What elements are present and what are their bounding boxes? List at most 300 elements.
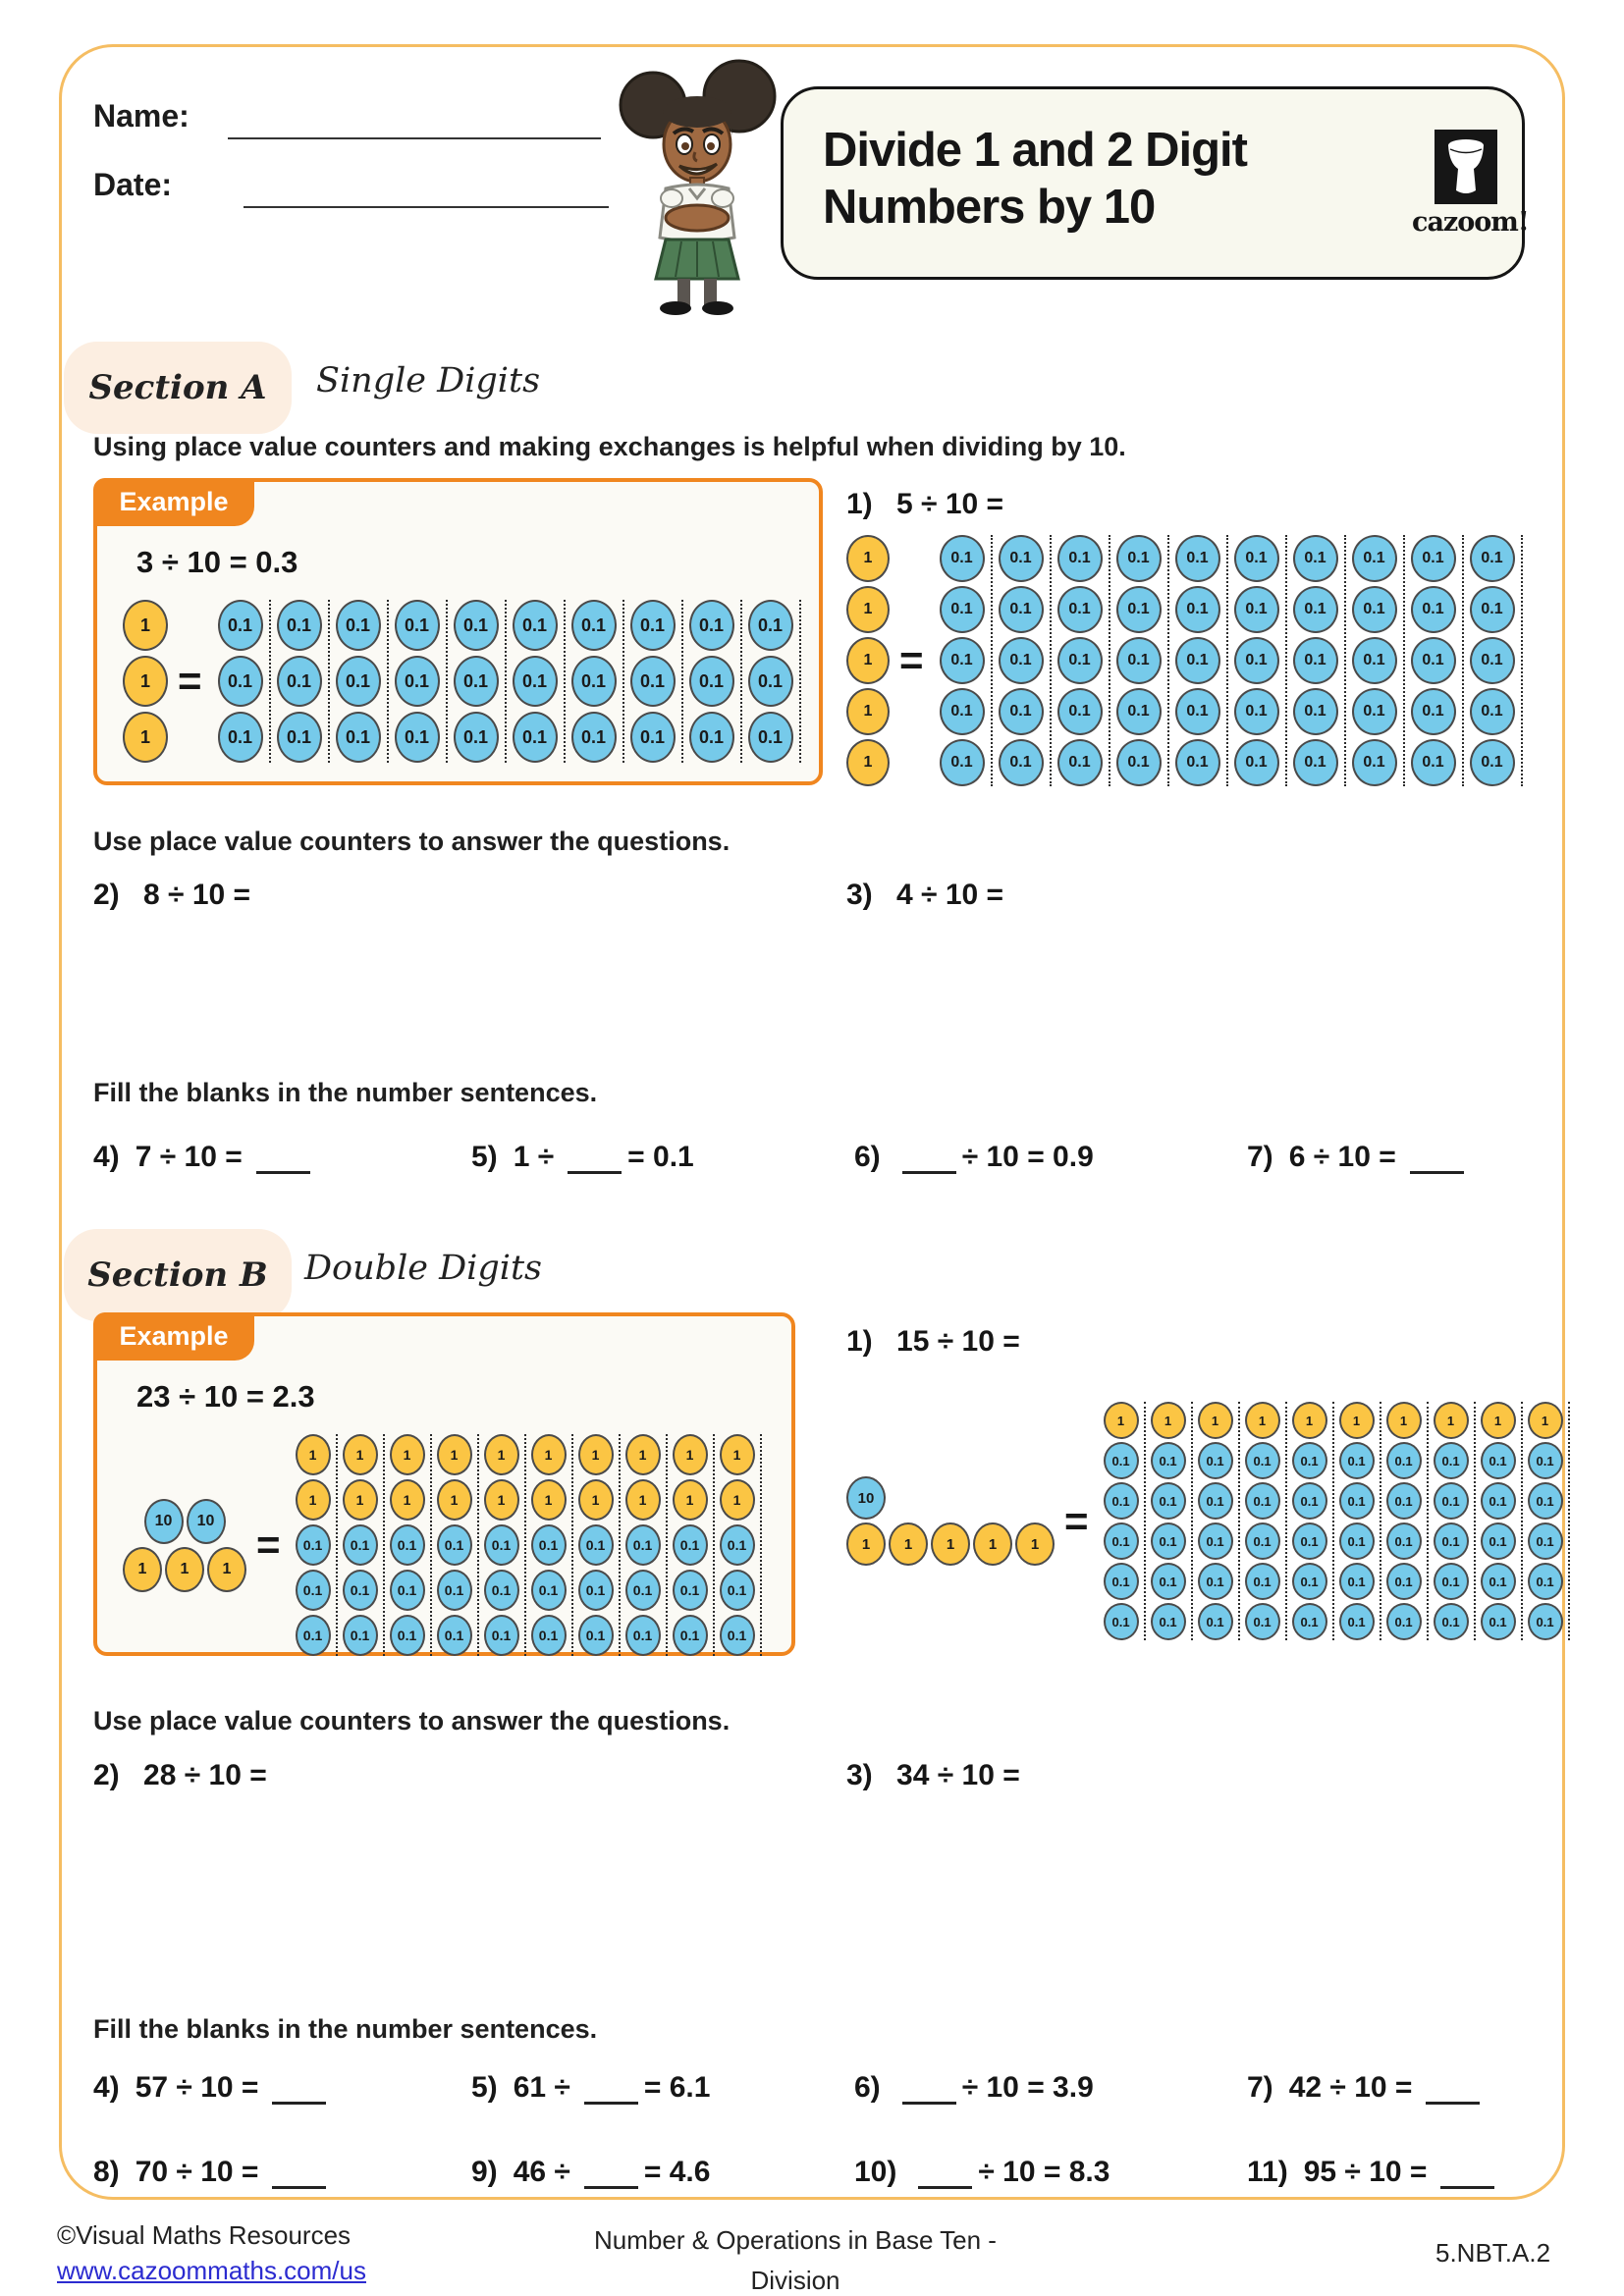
one-counter: 1: [123, 712, 168, 763]
tenth-counter: 0.1: [1470, 688, 1515, 735]
grid-column: [668, 1434, 715, 1656]
tenth-counter: 0.1: [1470, 637, 1515, 684]
grid-column: [212, 600, 271, 763]
tenth-counter: 0.1: [1434, 1522, 1469, 1560]
tenth-counter: 0.1: [673, 1570, 708, 1611]
question-a1-equation: 5 ÷ 10 =: [896, 488, 1004, 520]
one-counter: 1: [1198, 1402, 1233, 1439]
question-b3: [846, 1759, 1020, 1792]
one-counter: 1: [531, 1434, 567, 1475]
tenth-counter: 0.1: [625, 1524, 661, 1566]
tenth-counter: 0.1: [1245, 1522, 1280, 1560]
tenth-counter: 0.1: [1528, 1442, 1563, 1479]
section-a-example-box: [93, 478, 823, 785]
tenth-counter: 0.1: [531, 1615, 567, 1656]
tenth-counter: 0.1: [1245, 1563, 1280, 1600]
tenth-counter: 0.1: [1411, 535, 1456, 582]
one-counter: 1: [846, 1522, 886, 1566]
tenth-counter: 0.1: [1293, 535, 1338, 582]
tenth-counter: 0.1: [454, 656, 499, 707]
tenth-counter: 0.1: [673, 1524, 708, 1566]
grid-column: [1346, 535, 1405, 786]
fill-question: [854, 2156, 1247, 2189]
tenth-counter: 0.1: [1151, 1442, 1186, 1479]
tenth-counter: 0.1: [296, 1615, 331, 1656]
tenth-counter: 0.1: [1386, 1522, 1422, 1560]
tenth-counter: 0.1: [1434, 1442, 1469, 1479]
tenth-counter: 0.1: [1234, 535, 1279, 582]
one-counter: 1: [1386, 1402, 1422, 1439]
fill-question: [471, 2156, 854, 2189]
tenth-counter: 0.1: [999, 688, 1044, 735]
tenth-counter: 0.1: [1293, 739, 1338, 786]
question-b3-number: 3): [846, 1759, 873, 1791]
fill-question-text: 46 ÷: [513, 2156, 570, 2188]
tenth-counter: 0.1: [390, 1570, 425, 1611]
question-b1: [846, 1325, 1020, 1359]
grid-column: [526, 1434, 573, 1656]
grid-column: [566, 600, 624, 763]
question-a3: [846, 879, 1003, 912]
tenth-counter: 0.1: [1481, 1522, 1516, 1560]
left-counter-group: [123, 1499, 246, 1592]
left-counter-group: [123, 600, 168, 763]
section-a-subtitle: Single Digits: [316, 361, 541, 400]
section-b-badge-label: Section B: [87, 1255, 268, 1295]
tenth-counter: 0.1: [1175, 688, 1220, 735]
grid-column: [389, 600, 448, 763]
tenth-counter: 0.1: [1151, 1563, 1186, 1600]
section-a-badge: [64, 342, 292, 434]
ten-counter: 10: [846, 1476, 886, 1520]
ten-counter: 10: [187, 1499, 226, 1544]
name-line: [228, 135, 601, 139]
fill-question: [1247, 2156, 1555, 2189]
tenth-counter: 0.1: [531, 1524, 567, 1566]
one-counter: 1: [123, 600, 168, 651]
grid-column: [683, 600, 742, 763]
tenth-counter: 0.1: [1528, 1563, 1563, 1600]
tenth-counter: 0.1: [1057, 535, 1103, 582]
fill-question-number: 4): [93, 2071, 120, 2104]
answer-blank: [918, 2163, 972, 2189]
grid-column: [934, 535, 993, 786]
footer-link[interactable]: www.cazoommaths.com/us: [57, 2256, 366, 2285]
one-counter: 1: [343, 1434, 378, 1475]
answer-blank: [272, 2163, 326, 2189]
tenth-counter: 0.1: [1245, 1442, 1280, 1479]
one-counter: 1: [846, 637, 890, 684]
student-character-illustration: [607, 51, 793, 316]
example-b-counter-diagram: [123, 1434, 774, 1656]
tenth-counter: 0.1: [1104, 1603, 1139, 1640]
fill-question: [93, 2156, 471, 2189]
grid-column: [1193, 1402, 1240, 1640]
tenth-counter: 0.1: [578, 1615, 614, 1656]
tenth-counter: 0.1: [1104, 1563, 1139, 1600]
fill-question: [1247, 1141, 1555, 1174]
fill-question-number: 11): [1247, 2156, 1288, 2188]
tenth-counter: 0.1: [1057, 637, 1103, 684]
tenth-counter: 0.1: [1198, 1603, 1233, 1640]
tenth-counter: 0.1: [571, 656, 617, 707]
tenth-counter: 0.1: [1352, 637, 1397, 684]
tenth-counter: 0.1: [1116, 535, 1162, 582]
fill-question-number: 5): [471, 2071, 498, 2104]
tenth-counter: 0.1: [1292, 1522, 1327, 1560]
worksheet-title-line1: Divide 1 and 2 Digit: [823, 124, 1247, 177]
grid-column: [479, 1434, 526, 1656]
one-counter: 1: [578, 1479, 614, 1521]
grid-column: [1099, 1402, 1146, 1640]
tenth-counter: 0.1: [1234, 739, 1279, 786]
tenth-counter: 0.1: [454, 712, 499, 763]
tenth-counter: 0.1: [1245, 1482, 1280, 1520]
cazoom-logo: [1412, 130, 1529, 238]
grid-column: [330, 600, 389, 763]
one-counter: 1: [1481, 1402, 1516, 1439]
tenth-counter: 0.1: [1198, 1522, 1233, 1560]
tenth-counter: 0.1: [513, 656, 558, 707]
tenth-counter: 0.1: [1234, 586, 1279, 633]
tenth-counter: 0.1: [1434, 1563, 1469, 1600]
tenth-counter: 0.1: [748, 656, 793, 707]
one-counter: 1: [846, 739, 890, 786]
equals-sign: =: [899, 637, 924, 683]
tenth-counter: 0.1: [277, 712, 322, 763]
tenth-counter: 0.1: [1057, 586, 1103, 633]
question-a2-equation: 8 ÷ 10 =: [143, 879, 251, 911]
ones-row: [846, 1522, 1055, 1566]
tenth-counter: 0.1: [720, 1570, 755, 1611]
question-b2-number: 2): [93, 1759, 120, 1791]
one-counter: 1: [846, 688, 890, 735]
counter-grid: [291, 1434, 762, 1656]
fill-question: [93, 2071, 471, 2105]
tenth-counter: 0.1: [1116, 637, 1162, 684]
one-counter: 1: [165, 1547, 204, 1592]
question-b3-equation: 34 ÷ 10 =: [896, 1759, 1020, 1791]
tenth-counter: 0.1: [484, 1615, 519, 1656]
one-counter: 1: [1292, 1402, 1327, 1439]
tenth-counter: 0.1: [1151, 1522, 1186, 1560]
fill-question-number: 4): [93, 1141, 120, 1173]
tenth-counter: 0.1: [1116, 586, 1162, 633]
tenth-counter: 0.1: [1151, 1482, 1186, 1520]
answer-blank: [256, 1148, 310, 1174]
tenth-counter: 0.1: [1116, 688, 1162, 735]
tenth-counter: 0.1: [1116, 739, 1162, 786]
section-a-fill-prompt: Fill the blanks in the number sentences.: [93, 1078, 598, 1107]
tenth-counter: 0.1: [1470, 739, 1515, 786]
tenth-counter: 0.1: [1528, 1603, 1563, 1640]
answer-blank: [584, 2163, 638, 2189]
tenth-counter: 0.1: [277, 656, 322, 707]
one-counter: 1: [390, 1434, 425, 1475]
tenth-counter: 0.1: [940, 688, 985, 735]
tenth-counter: 0.1: [1352, 688, 1397, 735]
tenth-counter: 0.1: [1292, 1603, 1327, 1640]
left-counter-group: [846, 535, 890, 786]
tenth-counter: 0.1: [1470, 535, 1515, 582]
answer-blank: [584, 2078, 638, 2105]
tenth-counter: 0.1: [1292, 1482, 1327, 1520]
tenth-counter: 0.1: [218, 600, 263, 651]
question-a2-number: 2): [93, 879, 120, 911]
answer-blank: [1410, 1148, 1464, 1174]
question-b1-equation: 15 ÷ 10 =: [896, 1325, 1020, 1358]
question-a3-number: 3): [846, 879, 873, 911]
tenth-counter: 0.1: [1470, 586, 1515, 633]
equals-sign: =: [256, 1522, 281, 1568]
fill-question-text: 7 ÷ 10 =: [135, 1141, 243, 1173]
tenth-counter: 0.1: [1386, 1563, 1422, 1600]
tenth-counter: 0.1: [218, 656, 263, 707]
fill-question-text: 57 ÷ 10 =: [135, 2071, 259, 2104]
grid-column: [338, 1434, 385, 1656]
section-a-badge-label: Section A: [88, 368, 267, 407]
tenth-counter: 0.1: [1386, 1603, 1422, 1640]
fill-question-text: 95 ÷ 10 =: [1303, 2156, 1428, 2188]
grid-column: [448, 600, 507, 763]
tenth-counter: 0.1: [1198, 1442, 1233, 1479]
tenth-counter: 0.1: [484, 1524, 519, 1566]
tenth-counter: 0.1: [689, 656, 734, 707]
one-counter: 1: [1528, 1402, 1563, 1439]
fill-question-text: = 6.1: [643, 2071, 711, 2104]
tenth-counter: 0.1: [336, 712, 381, 763]
tenth-counter: 0.1: [296, 1570, 331, 1611]
cazoom-wordmark: cazoom!: [1412, 207, 1529, 238]
tenth-counter: 0.1: [343, 1615, 378, 1656]
one-counter: 1: [1434, 1402, 1469, 1439]
one-counter: 1: [720, 1434, 755, 1475]
fill-question-text: ÷ 10 = 0.9: [961, 1141, 1094, 1173]
one-counter: 1: [973, 1522, 1012, 1566]
tenth-counter: 0.1: [720, 1615, 755, 1656]
tenth-counter: 0.1: [1175, 535, 1220, 582]
fill-question: [854, 1141, 1247, 1174]
tenth-counter: 0.1: [630, 712, 676, 763]
answer-blank: [1440, 2163, 1494, 2189]
tenth-counter: 0.1: [1528, 1522, 1563, 1560]
one-counter: 1: [673, 1479, 708, 1521]
fill-question: [1247, 2071, 1555, 2105]
tenth-counter: 0.1: [437, 1524, 472, 1566]
tenth-counter: 0.1: [454, 600, 499, 651]
tenth-counter: 0.1: [748, 712, 793, 763]
answer-blank: [568, 1148, 622, 1174]
fill-question-text: ÷ 10 = 3.9: [961, 2071, 1094, 2104]
example-tab: Example: [93, 478, 254, 526]
footer-standard-code: 5.NBT.A.2: [1435, 2238, 1551, 2268]
grid-column: [1405, 535, 1464, 786]
one-counter: 1: [931, 1522, 970, 1566]
one-counter: 1: [531, 1479, 567, 1521]
tenth-counter: 0.1: [1411, 637, 1456, 684]
tenth-counter: 0.1: [1292, 1442, 1327, 1479]
tenth-counter: 0.1: [1352, 535, 1397, 582]
footer-topic-line2: Division: [750, 2266, 840, 2295]
grid-column: [1334, 1402, 1381, 1640]
one-counter: 1: [625, 1434, 661, 1475]
tenth-counter: 0.1: [940, 739, 985, 786]
tenth-counter: 0.1: [513, 600, 558, 651]
one-counter: 1: [1015, 1522, 1055, 1566]
fill-question-text: = 0.1: [627, 1141, 694, 1173]
one-counter: 1: [846, 586, 890, 633]
fill-question: [471, 1141, 854, 1174]
ten-counter: 10: [144, 1499, 184, 1544]
fill-question: [93, 1141, 471, 1174]
tenth-counter: 0.1: [1411, 739, 1456, 786]
question-b2-equation: 28 ÷ 10 =: [143, 1759, 267, 1791]
drum-icon: [1435, 130, 1497, 204]
counter-grid: [934, 535, 1523, 786]
tenth-counter: 0.1: [720, 1524, 755, 1566]
answer-blank: [272, 2078, 326, 2105]
grid-column: [621, 1434, 668, 1656]
tenth-counter: 0.1: [218, 712, 263, 763]
tenth-counter: 0.1: [1293, 586, 1338, 633]
section-a-intro: Using place value counters and making exchanges is helpful when dividing by 10.: [93, 432, 1126, 461]
fill-question-number: 6): [854, 2071, 881, 2104]
grid-column: [1429, 1402, 1476, 1640]
left-counter-group: [846, 1476, 1055, 1566]
tenth-counter: 0.1: [395, 712, 440, 763]
fill-question-number: 9): [471, 2156, 498, 2188]
tenth-counter: 0.1: [1352, 739, 1397, 786]
one-counter: 1: [484, 1434, 519, 1475]
tenth-counter: 0.1: [1292, 1563, 1327, 1600]
tenth-counter: 0.1: [390, 1615, 425, 1656]
tenth-counter: 0.1: [513, 712, 558, 763]
fill-question-number: 7): [1247, 1141, 1273, 1173]
tenth-counter: 0.1: [1339, 1522, 1375, 1560]
tenth-counter: 0.1: [1386, 1442, 1422, 1479]
grid-column: [715, 1434, 762, 1656]
tenth-counter: 0.1: [689, 600, 734, 651]
tenth-counter: 0.1: [1175, 586, 1220, 633]
tenth-counter: 0.1: [1434, 1482, 1469, 1520]
tenth-counter: 0.1: [999, 535, 1044, 582]
tenth-counter: 0.1: [1339, 1442, 1375, 1479]
example-a-equation: 3 ÷ 10 = 0.3: [136, 545, 298, 579]
tenth-counter: 0.1: [630, 656, 676, 707]
section-b-example-box: [93, 1312, 795, 1656]
grid-column: [1169, 535, 1228, 786]
tenth-counter: 0.1: [999, 637, 1044, 684]
tenth-counter: 0.1: [1481, 1442, 1516, 1479]
tenth-counter: 0.1: [1104, 1442, 1139, 1479]
grid-column: [291, 1434, 338, 1656]
footer-topic-line1: Number & Operations in Base Ten -: [594, 2225, 997, 2255]
one-counter: 1: [296, 1434, 331, 1475]
tenth-counter: 0.1: [395, 600, 440, 651]
date-line: [244, 204, 609, 208]
tenth-counter: 0.1: [578, 1524, 614, 1566]
tenth-counter: 0.1: [1411, 586, 1456, 633]
answer-blank: [902, 1148, 956, 1174]
tenth-counter: 0.1: [1198, 1482, 1233, 1520]
grid-column: [573, 1434, 621, 1656]
tens-row: [144, 1499, 226, 1544]
equals-sign: =: [1064, 1497, 1089, 1544]
fill-question-text: ÷ 10 = 8.3: [978, 2156, 1110, 2188]
grid-column: [507, 600, 566, 763]
fill-question-text: 70 ÷ 10 =: [135, 2156, 259, 2188]
one-counter: 1: [343, 1479, 378, 1521]
counter-grid: [212, 600, 801, 763]
tenth-counter: 0.1: [1411, 688, 1456, 735]
tenth-counter: 0.1: [689, 712, 734, 763]
question-b1-counter-diagram: [846, 1402, 1570, 1640]
one-counter: 1: [720, 1479, 755, 1521]
tenth-counter: 0.1: [1339, 1482, 1375, 1520]
answer-blank: [1426, 2078, 1480, 2105]
question-a3-equation: 4 ÷ 10 =: [896, 879, 1004, 911]
one-counter: 1: [437, 1434, 472, 1475]
tenth-counter: 0.1: [1104, 1522, 1139, 1560]
grid-column: [1146, 1402, 1193, 1640]
date-label: Date:: [93, 167, 173, 202]
fill-question: [854, 2071, 1247, 2105]
tenth-counter: 0.1: [1339, 1603, 1375, 1640]
fill-question-number: 10): [854, 2156, 897, 2188]
tenth-counter: 0.1: [1234, 688, 1279, 735]
one-counter: 1: [1339, 1402, 1375, 1439]
tenth-counter: 0.1: [940, 637, 985, 684]
tenth-counter: 0.1: [1057, 739, 1103, 786]
tenth-counter: 0.1: [1339, 1563, 1375, 1600]
section-b-use-prompt: Use place value counters to answer the questions.: [93, 1706, 731, 1735]
section-b-fill-prompt: Fill the blanks in the number sentences.: [93, 2014, 598, 2044]
tenth-counter: 0.1: [1175, 637, 1220, 684]
tenth-counter: 0.1: [296, 1524, 331, 1566]
question-b2: [93, 1759, 267, 1792]
tenth-counter: 0.1: [625, 1570, 661, 1611]
one-counter: 1: [207, 1547, 246, 1592]
tenth-counter: 0.1: [748, 600, 793, 651]
fill-question-number: 8): [93, 2156, 120, 2188]
answer-blank: [902, 2078, 956, 2105]
one-counter: 1: [673, 1434, 708, 1475]
name-label: Name:: [93, 98, 189, 133]
example-tab: Example: [93, 1312, 254, 1361]
question-a1-counter-diagram: [846, 535, 1523, 786]
fill-question-text: 42 ÷ 10 =: [1288, 2071, 1413, 2104]
one-counter: 1: [625, 1479, 661, 1521]
tenth-counter: 0.1: [1386, 1482, 1422, 1520]
tenth-counter: 0.1: [395, 656, 440, 707]
fill-question: [471, 2071, 854, 2105]
tenth-counter: 0.1: [1293, 688, 1338, 735]
example-b-equation: 23 ÷ 10 = 2.3: [136, 1379, 315, 1414]
one-counter: 1: [578, 1434, 614, 1475]
footer-copyright: ©Visual Maths Resources: [57, 2220, 352, 2250]
fill-question-text: = 4.6: [643, 2156, 711, 2188]
grid-column: [1464, 535, 1523, 786]
tenth-counter: 0.1: [1434, 1603, 1469, 1640]
tenth-counter: 0.1: [571, 600, 617, 651]
grid-column: [1523, 1402, 1570, 1640]
question-a1: [846, 488, 1003, 521]
tenth-counter: 0.1: [578, 1570, 614, 1611]
section-b-subtitle: Double Digits: [304, 1249, 542, 1288]
question-a2: [93, 879, 250, 912]
tenth-counter: 0.1: [1481, 1603, 1516, 1640]
tenth-counter: 0.1: [1352, 586, 1397, 633]
